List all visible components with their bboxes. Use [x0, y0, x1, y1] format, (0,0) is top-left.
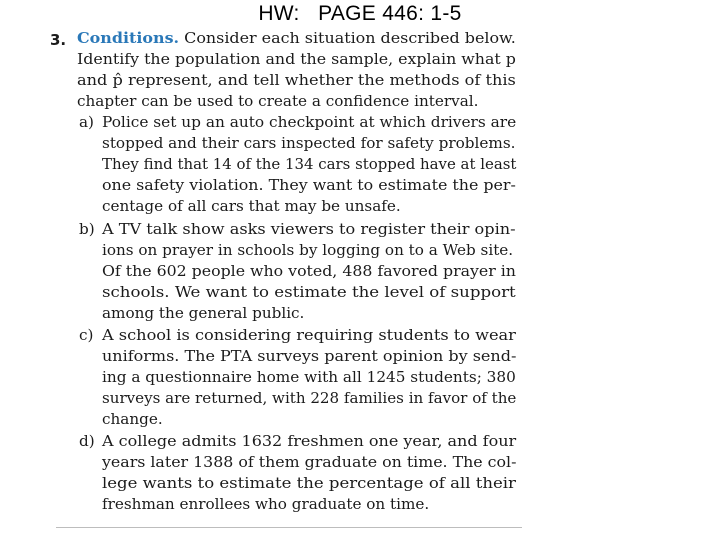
part-line: A school is considering requiring students to wear [102, 326, 516, 344]
part-line: Of the 602 people who voted, 488 favored prayer in [102, 262, 516, 280]
part-line: among the general public. [102, 304, 305, 322]
part-line: centage of all cars that may be unsafe. [102, 197, 401, 215]
part-line: one safety violation. They want to estimate the per- [102, 176, 516, 194]
part-line: lege wants to estimate the percentage of all their [102, 474, 516, 492]
part-line: Police set up an auto checkpoint at which drivers are [102, 113, 517, 131]
intro-text: Consider each situation described below. [184, 29, 516, 47]
part-line: stopped and their cars inspected for safety problems. [102, 134, 516, 152]
part-line: schools. We want to estimate the level of support [102, 283, 516, 301]
part-line: change. [102, 410, 163, 428]
intro-line: and p̂ represent, and tell whether the methods of this [77, 71, 516, 89]
part-line: A TV talk show asks viewers to register their opin- [102, 220, 516, 238]
part-label: b) [79, 220, 95, 238]
part-line: ing a questionnaire home with all 1245 students; 380 [102, 368, 516, 386]
exercise-heading: Conditions. [77, 29, 180, 47]
part-line: They find that 14 of the 134 cars stopped have at least [102, 155, 517, 173]
part-label: d) [79, 432, 95, 450]
part-line: uniforms. The PTA surveys parent opinion by send- [102, 347, 517, 365]
part-line: A college admits 1632 freshmen one year, and four [102, 432, 517, 450]
exercise-number: 3. [50, 31, 67, 49]
part-line: freshman enrollees who graduate on time. [102, 495, 430, 513]
intro-line: chapter can be used to create a confidence interval. [77, 92, 479, 110]
part-label: c) [79, 326, 94, 344]
part-line: ions on prayer in schools by logging on to a Web site. [102, 241, 514, 259]
part-line: surveys are returned, with 228 families in favor of the [102, 389, 517, 407]
exercise-intro-line [77, 28, 516, 49]
part-line: years later 1388 of them graduate on time. The col- [102, 453, 517, 471]
part-label: a) [79, 113, 94, 131]
textbook-excerpt [48, 26, 522, 529]
intro-line: Identify the population and the sample, explain what p [77, 50, 516, 68]
scan-bottom-edge [56, 527, 522, 528]
slide-title: HW: PAGE 446: 1-5 [258, 2, 462, 25]
